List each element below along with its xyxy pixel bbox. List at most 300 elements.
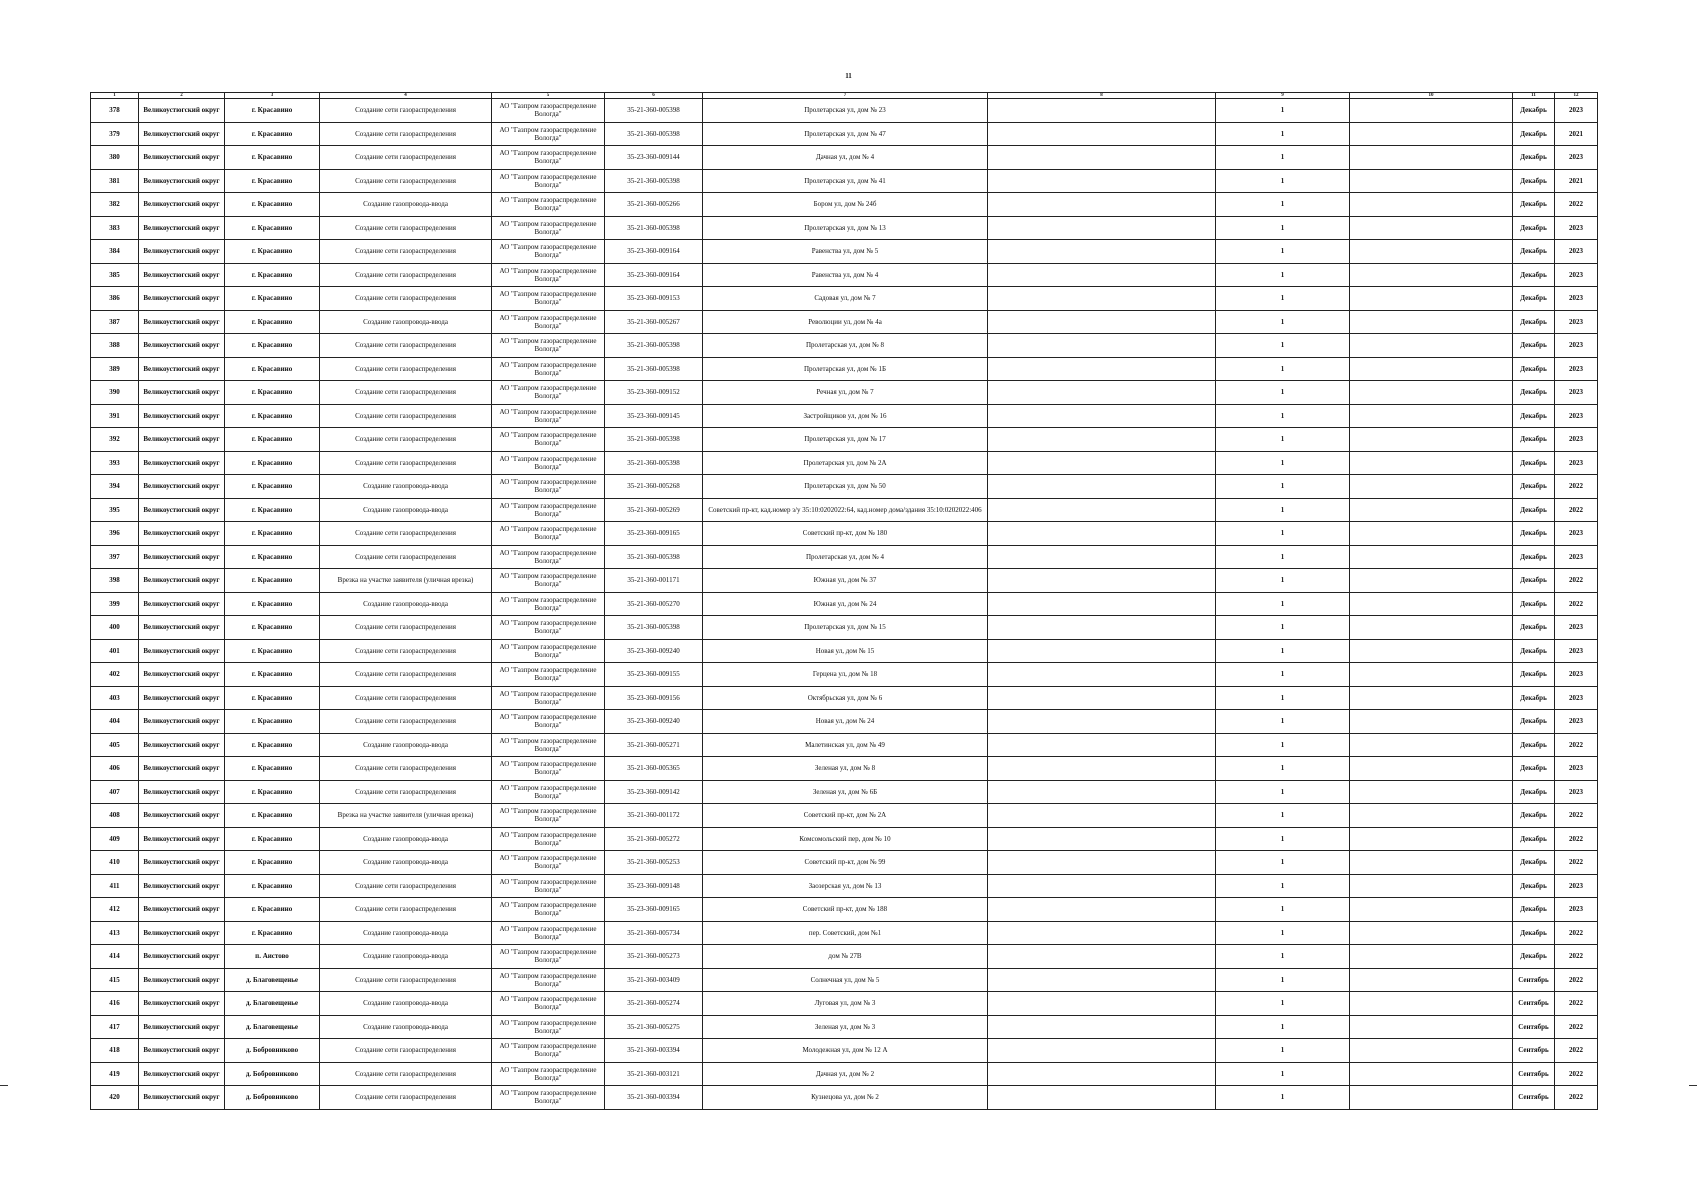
organization-cell: АО "Газпром газораспределение Вологда" [492,169,605,193]
year-cell: 2022 [1555,1086,1598,1110]
row-number: 384 [91,240,139,264]
year-cell: 2023 [1555,99,1598,123]
organization-cell: АО "Газпром газораспределение Вологда" [492,99,605,123]
organization-cell: АО "Газпром газораспределение Вологда" [492,1062,605,1086]
year-cell: 2021 [1555,122,1598,146]
row-number: 408 [91,804,139,828]
district-cell: Великоустюгский округ [139,310,225,334]
empty-cell-8 [988,428,1216,452]
work-type-cell: Создание газопровода-ввода [320,1015,492,1039]
quantity-cell: 1 [1216,287,1350,311]
address-cell: Южная ул, дом № 24 [703,592,988,616]
year-cell: 2023 [1555,686,1598,710]
district-cell: Великоустюгский округ [139,827,225,851]
address-cell: Дачная ул, дом № 4 [703,146,988,170]
row-number: 396 [91,522,139,546]
quantity-cell: 1 [1216,381,1350,405]
address-cell: Пролетарская ул, дом № 50 [703,475,988,499]
year-cell: 2022 [1555,1062,1598,1086]
table-row [91,310,1598,334]
address-cell: Молодежная ул, дом № 12 А [703,1039,988,1063]
settlement-cell: г. Красавино [225,334,320,358]
organization-cell: АО "Газпром газораспределение Вологда" [492,334,605,358]
empty-cell-10 [1350,216,1513,240]
quantity-cell: 1 [1216,475,1350,499]
work-type-cell: Создание сети газораспределения [320,428,492,452]
program-code-cell: 35-23-360-009153 [605,287,703,311]
organization-cell: АО "Газпром газораспределение Вологда" [492,1015,605,1039]
empty-cell-10 [1350,898,1513,922]
district-cell: Великоустюгский округ [139,122,225,146]
empty-cell-8 [988,357,1216,381]
district-cell: Великоустюгский округ [139,1062,225,1086]
quantity-cell: 1 [1216,240,1350,264]
month-cell: Декабрь [1513,193,1555,217]
settlement-cell: г. Красавино [225,804,320,828]
year-cell: 2022 [1555,827,1598,851]
settlement-cell: г. Красавино [225,851,320,875]
empty-cell-10 [1350,498,1513,522]
empty-cell-10 [1350,639,1513,663]
quantity-cell: 1 [1216,616,1350,640]
empty-cell-8 [988,122,1216,146]
empty-cell-8 [988,733,1216,757]
month-cell: Сентябрь [1513,1015,1555,1039]
month-cell: Декабрь [1513,945,1555,969]
district-cell: Великоустюгский округ [139,945,225,969]
organization-cell: АО "Газпром газораспределение Вологда" [492,122,605,146]
month-cell: Декабрь [1513,898,1555,922]
program-code-cell: 35-23-360-009164 [605,263,703,287]
settlement-cell: г. Красавино [225,710,320,734]
program-code-cell: 35-23-360-009144 [605,146,703,170]
month-cell: Декабрь [1513,357,1555,381]
year-cell: 2022 [1555,498,1598,522]
row-number: 407 [91,780,139,804]
work-type-cell: Создание сети газораспределения [320,334,492,358]
address-cell: Советский пр-кт, дом № 188 [703,898,988,922]
quantity-cell: 1 [1216,898,1350,922]
month-cell: Декабрь [1513,287,1555,311]
settlement-cell: г. Красавино [225,122,320,146]
year-cell: 2022 [1555,945,1598,969]
settlement-cell: г. Красавино [225,616,320,640]
row-number: 399 [91,592,139,616]
year-cell: 2023 [1555,334,1598,358]
page-number: 11 [845,72,852,80]
work-type-cell: Создание сети газораспределения [320,522,492,546]
settlement-cell: г. Красавино [225,663,320,687]
program-code-cell: 35-21-360-005266 [605,193,703,217]
settlement-cell: г. Красавино [225,240,320,264]
year-cell: 2023 [1555,780,1598,804]
table-row [91,99,1598,123]
address-cell: Заозерская ул, дом № 13 [703,874,988,898]
row-number: 387 [91,310,139,334]
district-cell: Великоустюгский округ [139,921,225,945]
work-type-cell: Создание газопровода-ввода [320,475,492,499]
work-type-cell: Создание сети газораспределения [320,122,492,146]
address-cell: Советский пр-кт, дом № 99 [703,851,988,875]
table-row [91,1015,1598,1039]
work-type-cell: Создание газопровода-ввода [320,827,492,851]
empty-cell-10 [1350,545,1513,569]
column-header-6: 6 [605,93,703,99]
organization-cell: АО "Газпром газораспределение Вологда" [492,898,605,922]
year-cell: 2022 [1555,851,1598,875]
table-row [91,898,1598,922]
work-type-cell: Создание сети газораспределения [320,404,492,428]
district-cell: Великоустюгский округ [139,169,225,193]
work-type-cell: Создание сети газораспределения [320,451,492,475]
year-cell: 2023 [1555,874,1598,898]
work-type-cell: Создание сети газораспределения [320,240,492,264]
quantity-cell: 1 [1216,569,1350,593]
quantity-cell: 1 [1216,428,1350,452]
empty-cell-10 [1350,146,1513,170]
empty-cell-10 [1350,921,1513,945]
settlement-cell: г. Красавино [225,639,320,663]
district-cell: Великоустюгский округ [139,1015,225,1039]
address-cell: Пролетарская ул, дом № 2А [703,451,988,475]
year-cell: 2022 [1555,1039,1598,1063]
row-number: 389 [91,357,139,381]
quantity-cell: 1 [1216,522,1350,546]
organization-cell: АО "Газпром газораспределение Вологда" [492,1086,605,1110]
row-number: 379 [91,122,139,146]
month-cell: Декабрь [1513,263,1555,287]
address-cell: Советский пр-кт, кад.номер з/у 35:10:0202022:64, кад.номер дома/здания 35:10:0202022:406 [703,498,988,522]
address-cell: Пролетарская ул, дом № 17 [703,428,988,452]
work-type-cell: Создание сети газораспределения [320,686,492,710]
work-type-cell: Создание сети газораспределения [320,169,492,193]
year-cell: 2023 [1555,310,1598,334]
quantity-cell: 1 [1216,451,1350,475]
month-cell: Декабрь [1513,334,1555,358]
row-number: 382 [91,193,139,217]
settlement-cell: г. Красавино [225,475,320,499]
quantity-cell: 1 [1216,874,1350,898]
settlement-cell: д. Бобровниково [225,1086,320,1110]
quantity-cell: 1 [1216,710,1350,734]
program-code-cell: 35-21-360-005269 [605,498,703,522]
work-type-cell: Создание сети газораспределения [320,968,492,992]
year-cell: 2023 [1555,451,1598,475]
organization-cell: АО "Газпром газораспределение Вологда" [492,451,605,475]
organization-cell: АО "Газпром газораспределение Вологда" [492,381,605,405]
district-cell: Великоустюгский округ [139,381,225,405]
organization-cell: АО "Газпром газораспределение Вологда" [492,945,605,969]
district-cell: Великоустюгский округ [139,404,225,428]
empty-cell-8 [988,146,1216,170]
table-row [91,616,1598,640]
table-row [91,381,1598,405]
empty-cell-10 [1350,874,1513,898]
empty-cell-8 [988,1039,1216,1063]
month-cell: Декабрь [1513,451,1555,475]
district-cell: Великоустюгский округ [139,1086,225,1110]
empty-cell-10 [1350,522,1513,546]
year-cell: 2023 [1555,216,1598,240]
program-code-cell: 35-21-360-005398 [605,545,703,569]
empty-cell-10 [1350,1062,1513,1086]
empty-cell-10 [1350,122,1513,146]
empty-cell-10 [1350,686,1513,710]
district-cell: Великоустюгский округ [139,569,225,593]
row-number: 417 [91,1015,139,1039]
month-cell: Декабрь [1513,710,1555,734]
organization-cell: АО "Газпром газораспределение Вологда" [492,968,605,992]
table-row [91,921,1598,945]
row-number: 415 [91,968,139,992]
empty-cell-10 [1350,169,1513,193]
column-header-8: 8 [988,93,1216,99]
address-cell: Революции ул, дом № 4а [703,310,988,334]
empty-cell-8 [988,921,1216,945]
settlement-cell: д. Бобровниково [225,1062,320,1086]
organization-cell: АО "Газпром газораспределение Вологда" [492,992,605,1016]
row-number: 405 [91,733,139,757]
month-cell: Декабрь [1513,381,1555,405]
quantity-cell: 1 [1216,498,1350,522]
organization-cell: АО "Газпром газораспределение Вологда" [492,287,605,311]
empty-cell-10 [1350,475,1513,499]
month-cell: Декабрь [1513,99,1555,123]
empty-cell-8 [988,945,1216,969]
organization-cell: АО "Газпром газораспределение Вологда" [492,216,605,240]
table-row [91,357,1598,381]
address-cell: Октябрьская ул, дом № 6 [703,686,988,710]
empty-cell-10 [1350,428,1513,452]
empty-cell-10 [1350,404,1513,428]
settlement-cell: г. Красавино [225,404,320,428]
address-cell: Равенства ул, дом № 5 [703,240,988,264]
district-cell: Великоустюгский округ [139,851,225,875]
empty-cell-10 [1350,193,1513,217]
district-cell: Великоустюгский округ [139,757,225,781]
empty-cell-8 [988,216,1216,240]
empty-cell-10 [1350,357,1513,381]
empty-cell-8 [988,240,1216,264]
address-cell: Пролетарская ул, дом № 23 [703,99,988,123]
row-number: 420 [91,1086,139,1110]
program-code-cell: 35-21-360-005398 [605,357,703,381]
row-number: 383 [91,216,139,240]
settlement-cell: г. Красавино [225,686,320,710]
month-cell: Декабрь [1513,146,1555,170]
empty-cell-8 [988,1062,1216,1086]
empty-cell-8 [988,381,1216,405]
program-code-cell: 35-23-360-009164 [605,240,703,264]
month-cell: Декабрь [1513,545,1555,569]
month-cell: Декабрь [1513,522,1555,546]
district-cell: Великоустюгский округ [139,193,225,217]
month-cell: Декабрь [1513,310,1555,334]
program-code-cell: 35-21-360-005398 [605,122,703,146]
program-code-cell: 35-21-360-003409 [605,968,703,992]
settlement-cell: п. Аистово [225,945,320,969]
empty-cell-8 [988,592,1216,616]
organization-cell: АО "Газпром газораспределение Вологда" [492,921,605,945]
address-cell: Зеленая ул, дом № 8 [703,757,988,781]
empty-cell-10 [1350,569,1513,593]
row-number: 401 [91,639,139,663]
year-cell: 2023 [1555,240,1598,264]
district-cell: Великоустюгский округ [139,733,225,757]
empty-cell-8 [988,287,1216,311]
quantity-cell: 1 [1216,310,1350,334]
settlement-cell: г. Красавино [225,310,320,334]
month-cell: Декабрь [1513,663,1555,687]
address-cell: Пролетарская ул, дом № 15 [703,616,988,640]
row-number: 392 [91,428,139,452]
column-header-4: 4 [320,93,492,99]
empty-cell-10 [1350,757,1513,781]
program-code-cell: 35-21-360-005398 [605,428,703,452]
table-row [91,733,1598,757]
program-code-cell: 35-23-360-009145 [605,404,703,428]
empty-cell-8 [988,639,1216,663]
quantity-cell: 1 [1216,193,1350,217]
district-cell: Великоустюгский округ [139,663,225,687]
address-cell: Речная ул, дом № 7 [703,381,988,405]
year-cell: 2023 [1555,545,1598,569]
district-cell: Великоустюгский округ [139,804,225,828]
table-row [91,334,1598,358]
settlement-cell: г. Красавино [225,522,320,546]
empty-cell-10 [1350,851,1513,875]
settlement-cell: г. Красавино [225,780,320,804]
organization-cell: АО "Газпром газораспределение Вологда" [492,780,605,804]
month-cell: Декабрь [1513,780,1555,804]
quantity-cell: 1 [1216,780,1350,804]
table-row [91,545,1598,569]
month-cell: Декабрь [1513,921,1555,945]
organization-cell: АО "Газпром газораспределение Вологда" [492,545,605,569]
program-code-cell: 35-21-360-005398 [605,334,703,358]
district-cell: Великоустюгский округ [139,498,225,522]
address-cell: Пролетарская ул, дом № 1Б [703,357,988,381]
year-cell: 2022 [1555,804,1598,828]
settlement-cell: г. Красавино [225,733,320,757]
table-row [91,851,1598,875]
program-code-cell: 35-21-360-005270 [605,592,703,616]
empty-cell-8 [988,898,1216,922]
organization-cell: АО "Газпром газораспределение Вологда" [492,757,605,781]
district-cell: Великоустюгский округ [139,99,225,123]
settlement-cell: г. Красавино [225,898,320,922]
program-code-cell: 35-23-360-009155 [605,663,703,687]
row-number: 412 [91,898,139,922]
year-cell: 2023 [1555,404,1598,428]
program-code-cell: 35-21-360-005274 [605,992,703,1016]
settlement-cell: д. Благовещенье [225,1015,320,1039]
work-type-cell: Создание сети газораспределения [320,898,492,922]
organization-cell: АО "Газпром газораспределение Вологда" [492,475,605,499]
district-cell: Великоустюгский округ [139,592,225,616]
organization-cell: АО "Газпром газораспределение Вологда" [492,498,605,522]
month-cell: Сентябрь [1513,992,1555,1016]
row-number: 418 [91,1039,139,1063]
quantity-cell: 1 [1216,263,1350,287]
month-cell: Декабрь [1513,804,1555,828]
organization-cell: АО "Газпром газораспределение Вологда" [492,710,605,734]
address-cell: Садовая ул, дом № 7 [703,287,988,311]
quantity-cell: 1 [1216,146,1350,170]
empty-cell-8 [988,616,1216,640]
empty-cell-10 [1350,451,1513,475]
quantity-cell: 1 [1216,639,1350,663]
month-cell: Сентябрь [1513,1039,1555,1063]
year-cell: 2023 [1555,757,1598,781]
settlement-cell: г. Красавино [225,169,320,193]
quantity-cell: 1 [1216,1086,1350,1110]
work-type-cell: Создание сети газораспределения [320,357,492,381]
quantity-cell: 1 [1216,404,1350,428]
empty-cell-8 [988,827,1216,851]
table-row [91,804,1598,828]
row-number: 414 [91,945,139,969]
work-type-cell: Создание сети газораспределения [320,1062,492,1086]
month-cell: Декабрь [1513,686,1555,710]
row-number: 400 [91,616,139,640]
year-cell: 2022 [1555,1015,1598,1039]
right-edge-mark [1689,1085,1697,1086]
settlement-cell: д. Благовещенье [225,968,320,992]
work-type-cell: Создание газопровода-ввода [320,310,492,334]
column-header-7: 7 [703,93,988,99]
empty-cell-8 [988,193,1216,217]
work-type-cell: Создание сети газораспределения [320,263,492,287]
settlement-cell: г. Красавино [225,874,320,898]
empty-cell-8 [988,99,1216,123]
month-cell: Декабрь [1513,569,1555,593]
month-cell: Декабрь [1513,733,1555,757]
table-row [91,216,1598,240]
empty-cell-8 [988,498,1216,522]
row-number: 404 [91,710,139,734]
empty-cell-10 [1350,780,1513,804]
organization-cell: АО "Газпром газораспределение Вологда" [492,804,605,828]
quantity-cell: 1 [1216,945,1350,969]
address-cell: Малетинская ул, дом № 49 [703,733,988,757]
quantity-cell: 1 [1216,592,1350,616]
year-cell: 2022 [1555,569,1598,593]
settlement-cell: д. Бобровниково [225,1039,320,1063]
month-cell: Сентябрь [1513,1086,1555,1110]
settlement-cell: г. Красавино [225,569,320,593]
row-number: 416 [91,992,139,1016]
year-cell: 2023 [1555,263,1598,287]
empty-cell-10 [1350,733,1513,757]
table-row [91,451,1598,475]
program-code-cell: 35-21-360-005267 [605,310,703,334]
work-type-cell: Создание сети газораспределения [320,1086,492,1110]
month-cell: Декабрь [1513,240,1555,264]
table-row [91,428,1598,452]
table-row [91,475,1598,499]
month-cell: Декабрь [1513,216,1555,240]
organization-cell: АО "Газпром газораспределение Вологда" [492,310,605,334]
empty-cell-8 [988,169,1216,193]
organization-cell: АО "Газпром газораспределение Вологда" [492,404,605,428]
empty-cell-10 [1350,710,1513,734]
work-type-cell: Создание газопровода-ввода [320,851,492,875]
row-number: 393 [91,451,139,475]
month-cell: Декабрь [1513,592,1555,616]
quantity-cell: 1 [1216,921,1350,945]
address-cell: Пролетарская ул, дом № 8 [703,334,988,358]
